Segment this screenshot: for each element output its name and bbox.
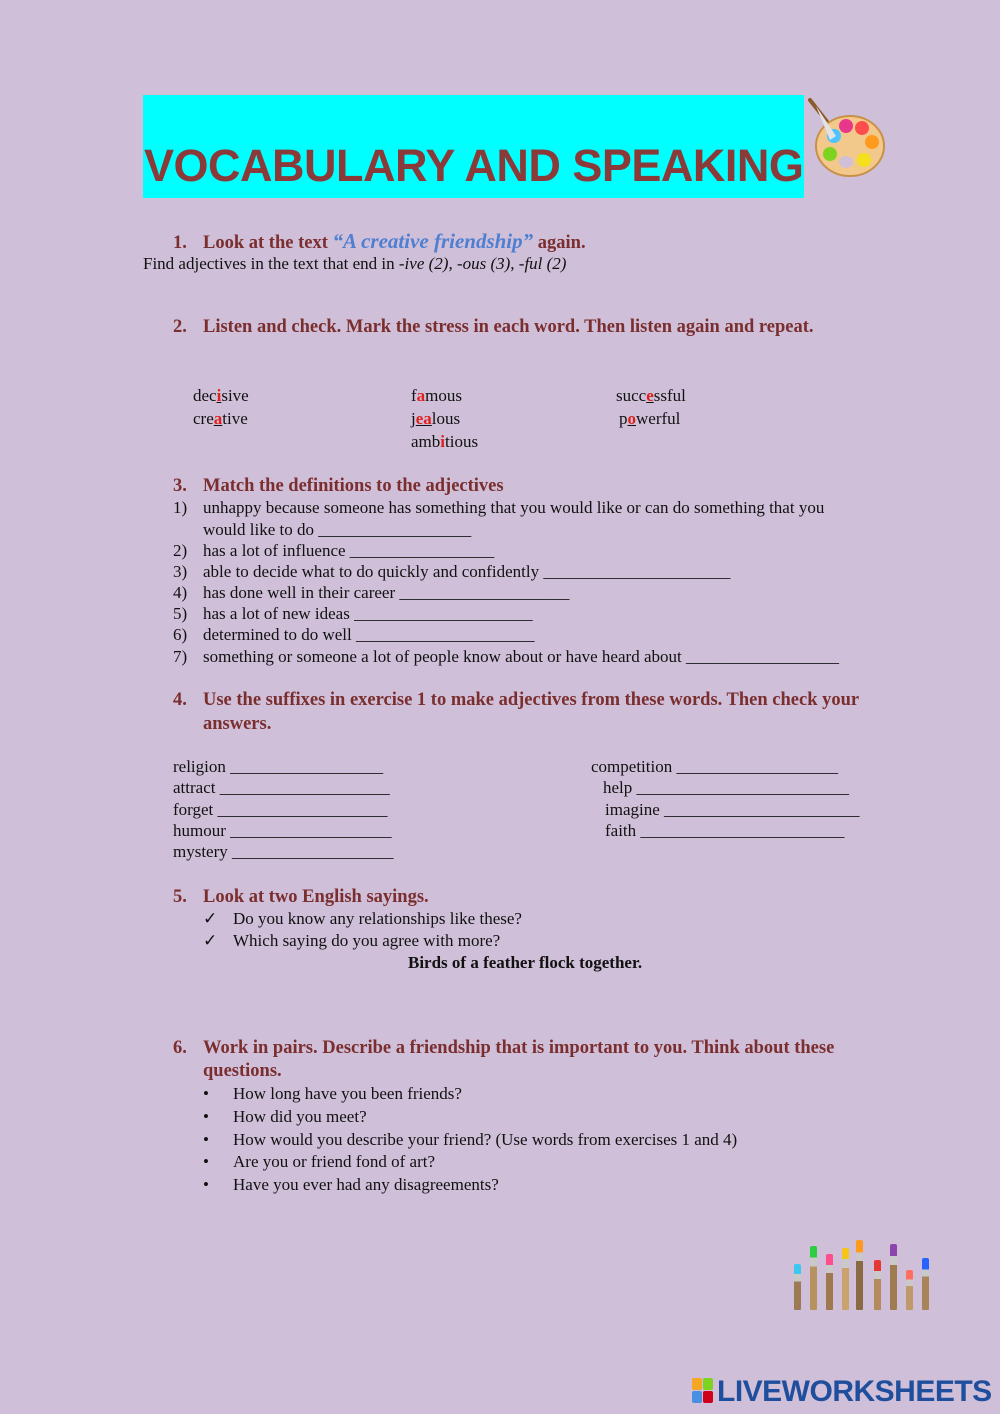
liveworksheets-logo-icon xyxy=(692,1378,714,1404)
exercise-number: 2. xyxy=(173,317,187,337)
word-blank-faith: faith ________________________ xyxy=(605,821,845,840)
paintbrushes-icon xyxy=(790,1238,938,1310)
ex1-post: again. xyxy=(537,233,586,253)
ex3-text: Match the definitions to the adjectives xyxy=(203,476,504,496)
item-number: 1) xyxy=(173,498,188,517)
w-post: tious xyxy=(445,432,479,451)
word-blank-humour: humour ___________________ xyxy=(173,821,392,840)
bullet-item xyxy=(203,1130,737,1150)
check-item xyxy=(203,931,500,951)
ex1-pre: Look at the text xyxy=(203,233,328,253)
bullet-icon: • xyxy=(203,1130,209,1149)
check-item xyxy=(203,909,522,929)
exercise-number: 5. xyxy=(173,887,187,907)
word-powerful xyxy=(619,409,680,429)
word-blank-competition: competition ___________________ xyxy=(591,757,838,776)
liveworksheets-logo xyxy=(692,1375,992,1409)
item-text: Which saying do you agree with more? xyxy=(233,931,501,950)
exercise-number: 1. xyxy=(173,233,187,253)
stress-mark: a xyxy=(213,409,223,428)
w-pre: cre xyxy=(193,409,214,428)
item-text: would like to do __________________ xyxy=(203,520,472,539)
definition-item xyxy=(173,604,533,624)
word-blank-mystery: mystery ___________________ xyxy=(173,842,394,861)
exercise-4-heading-cont xyxy=(203,714,271,735)
item-text: has a lot of new ideas _____________________ xyxy=(203,604,533,623)
item-number: 7) xyxy=(173,647,188,666)
w-post: mous xyxy=(425,386,463,405)
definition-item xyxy=(173,562,730,582)
exercise-3-heading xyxy=(173,476,504,497)
check-icon: ✓ xyxy=(203,931,218,950)
word-creative xyxy=(193,409,248,429)
item-text: unhappy because someone has something that you would like or can do something that you xyxy=(203,498,825,517)
item-text: determined to do well _____________________ xyxy=(203,625,535,644)
item-text: How would you describe your friend? (Use words from exercises 1 and 4) xyxy=(233,1130,738,1149)
item-text: has done well in their career ____________________ xyxy=(203,583,570,602)
exercise-1-heading xyxy=(173,229,586,254)
word-ambitious xyxy=(411,432,478,452)
bullet-icon: • xyxy=(203,1152,209,1171)
logo-text: LIVEWORKSHEETS xyxy=(717,1375,992,1408)
exercise-4-heading xyxy=(173,690,859,711)
stress-mark: ea xyxy=(415,409,432,428)
bullet-item xyxy=(203,1107,367,1127)
exercise-number: 6. xyxy=(173,1038,187,1058)
bullet-item xyxy=(203,1175,499,1195)
word-jealous xyxy=(411,409,460,429)
bullet-icon: • xyxy=(203,1175,209,1194)
definition-item xyxy=(173,625,534,645)
page-title: VOCABULARY AND SPEAKING xyxy=(144,140,804,191)
exercise-6-heading-cont xyxy=(203,1061,282,1082)
item-number: 5) xyxy=(173,604,188,623)
word-blank-imagine: imagine _______________________ xyxy=(605,800,860,819)
item-text: something or someone a lot of people know about or have heard about __________________ xyxy=(203,647,839,666)
definition-item xyxy=(173,647,839,667)
exercise-number: 3. xyxy=(173,476,187,496)
check-icon: ✓ xyxy=(203,909,218,928)
item-number: 3) xyxy=(173,562,188,581)
stress-mark: e xyxy=(646,386,654,405)
word-famous xyxy=(411,386,462,406)
bullet-item xyxy=(203,1084,462,1104)
word-blank-religion: religion __________________ xyxy=(173,757,384,776)
ex4-text: Use the suffixes in exercise 1 to make adjectives from these words. Then check your xyxy=(203,690,860,710)
stress-mark: i xyxy=(440,432,446,451)
bullet-item xyxy=(203,1152,435,1172)
definition-item xyxy=(173,498,824,518)
ex5-text: Look at two English sayings. xyxy=(203,887,429,907)
ex1-quote: “A creative friendship” xyxy=(332,229,534,253)
item-text: Have you ever had any disagreements? xyxy=(233,1175,499,1194)
ex1-instruction-text: Find adjectives in the text that end in xyxy=(143,254,395,273)
exercise-5-heading xyxy=(173,887,429,908)
item-text: Do you know any relationships like these? xyxy=(233,909,522,928)
item-number: 2) xyxy=(173,541,188,560)
bullet-icon: • xyxy=(203,1084,209,1103)
w-pre: dec xyxy=(193,386,217,405)
word-blank-forget: forget ____________________ xyxy=(173,800,388,819)
item-text: Are you or friend fond of art? xyxy=(233,1152,436,1171)
ex6-text: questions. xyxy=(203,1061,282,1081)
exercise-1-instruction xyxy=(143,254,566,274)
w-pre: p xyxy=(619,409,628,428)
word-decisive xyxy=(193,386,249,406)
w-post: werful xyxy=(636,409,681,428)
item-text: has a lot of influence _________________ xyxy=(203,541,495,560)
saying: Birds of a feather flock together. xyxy=(408,953,643,972)
word-successful xyxy=(616,386,686,406)
definition-item xyxy=(173,583,569,603)
item-text: How long have you been friends? xyxy=(233,1084,462,1103)
exercise-number: 4. xyxy=(173,690,187,710)
exercise-2-heading xyxy=(173,317,814,338)
item-text: able to decide what to do quickly and confidently ______________________ xyxy=(203,562,731,581)
w-pre: amb xyxy=(411,432,441,451)
definition-item-cont xyxy=(203,520,471,540)
w-post: sive xyxy=(221,386,249,405)
item-text: How did you meet? xyxy=(233,1107,367,1126)
w-pre: succ xyxy=(616,386,647,405)
ex4-text: answers. xyxy=(203,714,272,734)
palette-icon xyxy=(806,96,886,184)
w-post: lous xyxy=(431,409,461,428)
bullet-icon: • xyxy=(203,1107,209,1126)
w-post: ssful xyxy=(653,386,686,405)
word-blank-help: help _________________________ xyxy=(603,778,850,797)
w-pre: f xyxy=(411,386,417,405)
item-number: 4) xyxy=(173,583,188,602)
w-post: tive xyxy=(222,409,248,428)
stress-mark: i xyxy=(216,386,222,405)
ex6-text: Work in pairs. Describe a friendship that is important to you. Think about these xyxy=(203,1038,835,1058)
ex1-suffix-list: -ive (2), -ous (3), -ful (2) xyxy=(398,254,567,273)
ex2-text: Listen and check. Mark the stress in each word. Then listen again and repeat. xyxy=(203,317,814,337)
w-pre: j xyxy=(411,409,416,428)
word-blank-attract: attract ____________________ xyxy=(173,778,390,797)
item-number: 6) xyxy=(173,625,188,644)
stress-mark: o xyxy=(627,409,636,428)
definition-item xyxy=(173,541,494,561)
stress-mark: a xyxy=(416,386,426,405)
exercise-6-heading xyxy=(173,1038,834,1059)
